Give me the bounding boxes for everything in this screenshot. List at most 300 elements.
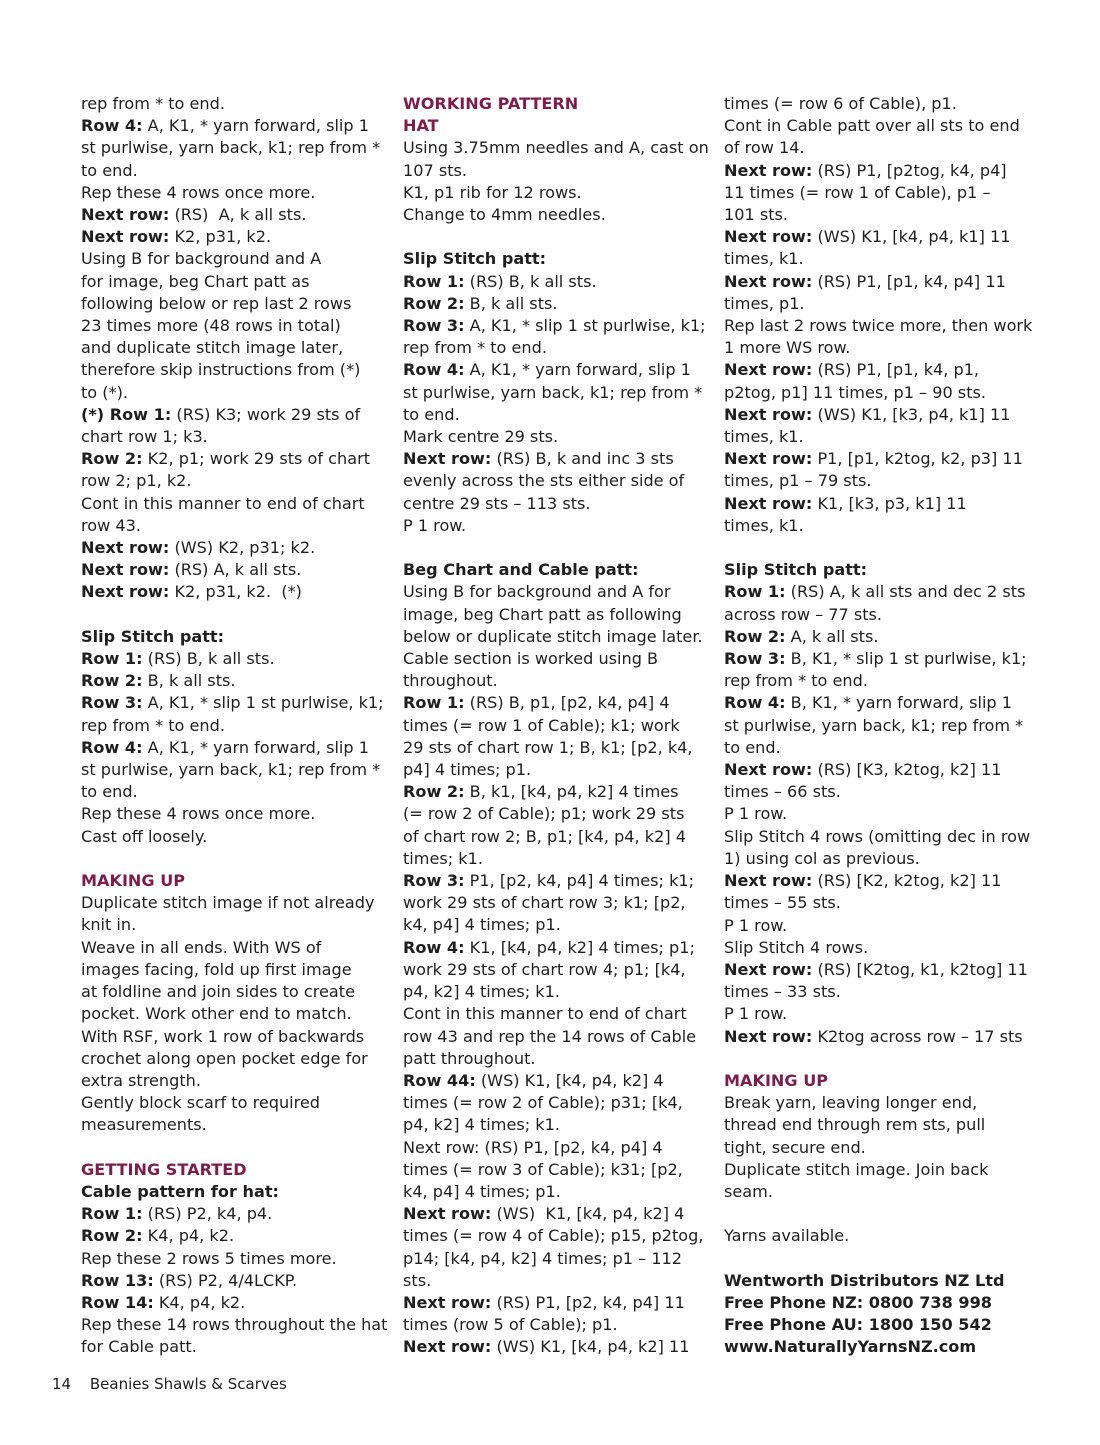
- text-line: [81, 692, 384, 714]
- text-line: [81, 448, 381, 470]
- text-line: [403, 870, 703, 892]
- blank-line: [724, 1203, 1028, 1225]
- instruction-text: k4, p4] 4 times; p1.: [403, 915, 561, 935]
- text-line: [724, 248, 1028, 270]
- instruction-text: times, p1 – 79 sts.: [724, 471, 872, 491]
- instruction-text: Mark centre 29 sts.: [403, 427, 559, 447]
- text-line: [81, 315, 381, 337]
- text-line: [724, 1137, 1028, 1159]
- text-line: [81, 1026, 381, 1048]
- text-line: [403, 1159, 703, 1181]
- text-line: [403, 848, 703, 870]
- text-line: [724, 382, 1028, 404]
- row-label: Row 44:: [403, 1070, 476, 1090]
- subheading: Slip Stitch patt:: [403, 249, 547, 269]
- text-line: [81, 826, 381, 848]
- instruction-text: to end.: [81, 782, 138, 802]
- instruction-text: times (= row 3 of Cable); k31; [p2,: [403, 1159, 683, 1179]
- text-line: [81, 1114, 381, 1136]
- instruction-text: p4, k2] 4 times; k1.: [403, 982, 560, 1002]
- section-heading: MAKING UP: [81, 871, 186, 891]
- instruction-text: images facing, fold up first image: [81, 959, 352, 979]
- instruction-text: Using 3.75mm needles and A, cast on: [403, 138, 709, 158]
- blank-line: [724, 537, 1028, 559]
- row-label: Row 14:: [81, 1292, 154, 1312]
- instruction-text: tight, secure end.: [724, 1137, 866, 1157]
- instruction-text: times, k1.: [724, 249, 804, 269]
- row-label: Next row:: [81, 560, 170, 580]
- instruction-text: Cable section is worked using B: [403, 649, 659, 669]
- subheading: Slip Stitch patt:: [81, 626, 225, 646]
- instruction-text: rep from * to end.: [724, 671, 868, 691]
- instruction-text: times (= row 2 of Cable); p31; [k4,: [403, 1093, 683, 1113]
- text-line: [403, 1336, 703, 1358]
- text-line: [403, 803, 703, 825]
- text-line: [724, 137, 1028, 159]
- instruction-text: (WS) K2, p31; k2.: [169, 538, 316, 558]
- text-line: [403, 359, 703, 381]
- instruction-text: thread end through rem sts, pull: [724, 1115, 986, 1135]
- instruction-text: (RS) B, k and inc 3 sts: [491, 449, 674, 469]
- instruction-text: work 29 sts of chart row 4; p1; [k4,: [403, 959, 686, 979]
- text-line: [724, 1159, 1028, 1181]
- instruction-text: (RS) [K3, k2tog, k2] 11: [812, 760, 1002, 780]
- text-line: [81, 115, 381, 137]
- instruction-text: Duplicate stitch image. Join back: [724, 1159, 989, 1179]
- text-line: [403, 1270, 703, 1292]
- instruction-text: for Cable patt.: [81, 1337, 197, 1357]
- instruction-text: times, k1.: [724, 515, 804, 535]
- instruction-text: (= row 2 of Cable); p1; work 29 sts: [403, 804, 685, 824]
- text-line: [403, 448, 703, 470]
- instruction-text: 11 times (= row 1 of Cable), p1 –: [724, 182, 991, 202]
- text-line: [81, 670, 381, 692]
- text-line: [403, 670, 703, 692]
- text-line: [724, 604, 1028, 626]
- text-line: [403, 1003, 703, 1025]
- instruction-text: times – 33 sts.: [724, 982, 841, 1002]
- instruction-text: st purlwise, yarn back, k1; rep from *: [724, 715, 1024, 735]
- instruction-text: p14; [k4, p4, k2] 4 times; p1 – 112: [403, 1248, 683, 1268]
- instruction-text: Using B for background and A for: [403, 582, 671, 602]
- instruction-text: A, K1, * slip 1 st purlwise, k1;: [142, 693, 384, 713]
- text-line: [81, 337, 381, 359]
- instruction-text: therefore skip instructions from (*): [81, 360, 361, 380]
- text-line: [724, 692, 1028, 714]
- text-line: [724, 1225, 1028, 1247]
- text-line: [724, 426, 1028, 448]
- instruction-text: Cont in Cable patt over all sts to end: [724, 116, 1020, 136]
- instruction-text: P1, [p2, k4, p4] 4 times; k1;: [464, 871, 695, 891]
- subheading: Beg Chart and Cable patt:: [403, 560, 639, 580]
- text-line: [81, 759, 381, 781]
- text-line: [403, 382, 703, 404]
- pattern-column-3: [724, 93, 1033, 1359]
- instruction-text: Gently block scarf to required: [81, 1093, 321, 1113]
- pattern-column-2: [403, 93, 709, 1359]
- text-line: [724, 981, 1028, 1003]
- row-label: Next row:: [81, 582, 170, 602]
- instruction-text: below or duplicate stitch image later.: [403, 626, 703, 646]
- text-line: [81, 1314, 388, 1336]
- text-line: [724, 1092, 1028, 1114]
- text-line: [724, 515, 1028, 537]
- row-label: Next row:: [81, 205, 170, 225]
- text-line: [724, 892, 1028, 914]
- section-heading: GETTING STARTED: [81, 1159, 247, 1179]
- instruction-text: p2tog, p1] 11 times, p1 – 90 sts.: [724, 382, 987, 402]
- row-label: Row 4:: [403, 937, 465, 957]
- instruction-text: chart row 1; k3.: [81, 427, 208, 447]
- row-label: Row 3:: [724, 649, 786, 669]
- text-line: [403, 1181, 703, 1203]
- text-line: [724, 293, 1028, 315]
- text-line: [81, 1225, 381, 1247]
- instruction-text: P 1 row.: [724, 1004, 788, 1024]
- text-line: [403, 1203, 703, 1225]
- text-line: [403, 1048, 703, 1070]
- instruction-text: (WS) K1, [k4, p4, k1] 11: [812, 227, 1011, 247]
- text-line: [724, 404, 1028, 426]
- instruction-text: for image, beg Chart patt as: [81, 271, 310, 291]
- text-line: [81, 1203, 381, 1225]
- row-label: Next row:: [724, 493, 813, 513]
- text-line: [724, 1026, 1028, 1048]
- instruction-text: 29 sts of chart row 1; B, k1; [p2, k4,: [403, 737, 693, 757]
- instruction-text: (RS) A, k all sts and dec 2 sts: [785, 582, 1026, 602]
- row-label: Next row:: [403, 449, 492, 469]
- text-line: [81, 914, 381, 936]
- instruction-text: A, K1, * yarn forward, slip 1: [464, 360, 691, 380]
- instruction-text: p4] 4 times; p1.: [403, 760, 532, 780]
- instruction-text: across row – 77 sts.: [724, 604, 883, 624]
- text-line: [81, 803, 381, 825]
- instruction-text: rep from * to end.: [81, 94, 225, 113]
- blank-line: [403, 537, 703, 559]
- section-heading: MAKING UP: [724, 1070, 829, 1090]
- text-line: [403, 137, 709, 159]
- text-line: [403, 914, 703, 936]
- row-label: Row 2:: [724, 626, 786, 646]
- instruction-text: K4, p4, k2.: [153, 1292, 246, 1312]
- instruction-text: Change to 4mm needles.: [403, 205, 606, 225]
- instruction-text: A, K1, * yarn forward, slip 1: [142, 116, 369, 136]
- row-label: Row 2:: [403, 293, 465, 313]
- text-line: [403, 1092, 703, 1114]
- subheading: www.NaturallyYarnsNZ.com: [724, 1337, 977, 1357]
- instruction-text: crochet along open pocket edge for: [81, 1048, 368, 1068]
- instruction-text: Next row: (RS) P1, [p2, k4, p4] 4: [403, 1137, 663, 1157]
- text-line: [724, 626, 1028, 648]
- instruction-text: (RS) B, k all sts.: [464, 271, 597, 291]
- instruction-text: Rep these 2 rows 5 times more.: [81, 1248, 337, 1268]
- page-number: 14: [52, 1375, 72, 1393]
- instruction-text: K2tog across row – 17 sts: [812, 1026, 1023, 1046]
- text-line: [403, 182, 703, 204]
- text-line: [724, 826, 1031, 848]
- row-label: Row 4:: [724, 693, 786, 713]
- text-line: [81, 1248, 381, 1270]
- text-line: [724, 581, 1028, 603]
- text-line: [81, 493, 381, 515]
- text-line: [403, 337, 703, 359]
- row-label: Row 3:: [403, 316, 465, 336]
- instruction-text: (RS) B, p1, [p2, k4, p4] 4: [464, 693, 670, 713]
- text-line: [403, 759, 703, 781]
- instruction-text: evenly across the sts either side of: [403, 471, 685, 491]
- blank-line: [724, 1048, 1028, 1070]
- text-line: [81, 559, 381, 581]
- text-line: [724, 115, 1028, 137]
- text-line: [724, 337, 1028, 359]
- instruction-text: B, k1, [k4, p4, k2] 4 times: [464, 782, 679, 802]
- row-label: Row 2:: [81, 449, 143, 469]
- instruction-text: rep from * to end.: [81, 715, 225, 735]
- row-label: Next row:: [81, 227, 170, 247]
- instruction-text: K1, [k4, p4, k2] 4 times; p1;: [464, 937, 695, 957]
- text-line: [724, 715, 1028, 737]
- text-line: [81, 293, 381, 315]
- subheading: Free Phone AU: 1800 150 542: [724, 1315, 992, 1335]
- subheading: Free Phone NZ: 0800 738 998: [724, 1292, 992, 1312]
- instruction-text: st purlwise, yarn back, k1; rep from *: [81, 138, 381, 158]
- instruction-text: of row 14.: [724, 138, 805, 158]
- row-label: Row 13:: [81, 1270, 154, 1290]
- text-line: [403, 1314, 703, 1336]
- text-line: [403, 1137, 703, 1159]
- row-label: Next row:: [403, 1292, 492, 1312]
- subheading: Wentworth Distributors NZ Ltd: [724, 1270, 1005, 1290]
- row-label: Row 4:: [403, 360, 465, 380]
- text-line: [724, 470, 1028, 492]
- instruction-text: k4, p4] 4 times; p1.: [403, 1181, 561, 1201]
- text-line: [403, 715, 703, 737]
- row-label: Next row:: [724, 959, 813, 979]
- blank-line: [81, 1137, 381, 1159]
- row-label: Next row:: [403, 1337, 492, 1357]
- instruction-text: 101 sts.: [724, 205, 789, 225]
- row-label: Next row:: [403, 1204, 492, 1224]
- text-line: [81, 137, 381, 159]
- instruction-text: p4, k2] 4 times; k1.: [403, 1115, 560, 1135]
- text-line: [81, 248, 381, 270]
- instruction-text: to end.: [403, 404, 460, 424]
- text-line: [724, 160, 1028, 182]
- instruction-text: st purlwise, yarn back, k1; rep from *: [81, 760, 381, 780]
- text-line: [403, 271, 703, 293]
- row-label: Next row:: [724, 360, 813, 380]
- text-line: [403, 293, 703, 315]
- instruction-text: Yarns available.: [724, 1226, 850, 1246]
- text-line: [403, 981, 703, 1003]
- instruction-text: to (*).: [81, 382, 128, 402]
- instruction-text: K2, p31, k2.: [169, 227, 272, 247]
- text-line: [81, 226, 381, 248]
- blank-line: [403, 226, 703, 248]
- instruction-text: Rep these 14 rows throughout the hat: [81, 1315, 388, 1335]
- row-label: Row 4:: [81, 737, 143, 757]
- instruction-text: seam.: [724, 1181, 773, 1201]
- instruction-text: P 1 row.: [724, 804, 788, 824]
- row-label: Row 1:: [81, 649, 143, 669]
- instruction-text: Rep these 4 rows once more.: [81, 182, 316, 202]
- instruction-text: rep from * to end.: [403, 338, 547, 358]
- row-label: Row 1:: [81, 1204, 143, 1224]
- text-line: [724, 937, 1028, 959]
- text-line: [724, 737, 1028, 759]
- text-line: [403, 581, 703, 603]
- row-label: Row 3:: [403, 871, 465, 891]
- instruction-text: at foldline and join sides to create: [81, 982, 355, 1002]
- instruction-text: patt throughout.: [403, 1048, 536, 1068]
- row-label: Row 2:: [81, 671, 143, 691]
- instruction-text: knit in.: [81, 915, 137, 935]
- text-line: [403, 604, 703, 626]
- text-line: [724, 803, 1028, 825]
- row-label: Row 4:: [81, 116, 143, 136]
- row-label: Next row:: [724, 871, 813, 891]
- instruction-text: P 1 row.: [724, 915, 788, 935]
- text-line: [403, 959, 703, 981]
- instruction-text: st purlwise, yarn back, k1; rep from *: [403, 382, 703, 402]
- instruction-text: K2, p1; work 29 sts of chart: [142, 449, 371, 469]
- text-line: [403, 470, 703, 492]
- instruction-text: (RS) P1, [p1, k4, p4] 11: [812, 271, 1006, 291]
- instruction-text: to end.: [81, 160, 138, 180]
- instruction-text: Cast off loosely.: [81, 826, 208, 846]
- text-line: [81, 1270, 381, 1292]
- instruction-text: B, K1, * yarn forward, slip 1: [785, 693, 1013, 713]
- instruction-text: times, p1.: [724, 293, 805, 313]
- text-line: [403, 426, 703, 448]
- row-label: Row 2:: [403, 782, 465, 802]
- instruction-text: P 1 row.: [403, 515, 467, 535]
- instruction-text: B, k all sts.: [464, 293, 558, 313]
- row-label: Next row:: [724, 760, 813, 780]
- instruction-text: (WS) K1, [k4, p4, k2] 11: [491, 1337, 690, 1357]
- text-line: [81, 1003, 381, 1025]
- instruction-text: Break yarn, leaving longer end,: [724, 1093, 978, 1113]
- instruction-text: work 29 sts of chart row 3; k1; [p2,: [403, 893, 686, 913]
- instruction-text: K1, p1 rib for 12 rows.: [403, 182, 582, 202]
- instruction-text: 107 sts.: [403, 160, 468, 180]
- text-line: [724, 448, 1028, 470]
- text-line: [81, 359, 381, 381]
- text-line: [81, 271, 381, 293]
- instruction-text: Slip Stitch 4 rows.: [724, 937, 869, 957]
- instruction-text: (WS) K1, [k3, p4, k1] 11: [812, 404, 1011, 424]
- instruction-text: row 2; p1, k2.: [81, 471, 192, 491]
- text-line: [403, 515, 703, 537]
- instruction-text: row 43 and rep the 14 rows of Cable: [403, 1026, 697, 1046]
- instruction-text: to end.: [724, 737, 781, 757]
- text-line: [81, 581, 381, 603]
- text-line: [724, 315, 1033, 337]
- row-label: Row 3:: [81, 693, 143, 713]
- text-line: [81, 981, 381, 1003]
- text-line: [724, 93, 1028, 115]
- instruction-text: times (= row 1 of Cable); k1; work: [403, 715, 680, 735]
- text-line: [724, 271, 1028, 293]
- text-line: [724, 848, 1028, 870]
- text-line: [724, 759, 1028, 781]
- instruction-text: extra strength.: [81, 1070, 201, 1090]
- text-line: [403, 648, 703, 670]
- text-line: [724, 648, 1028, 670]
- text-line: [81, 204, 381, 226]
- text-line: [403, 937, 703, 959]
- text-line: [403, 1225, 703, 1247]
- instruction-text: times, k1.: [724, 427, 804, 447]
- text-line: [724, 493, 1028, 515]
- text-line: [403, 892, 703, 914]
- instruction-text: K2, p31, k2. (*): [169, 582, 302, 602]
- text-line: [81, 426, 381, 448]
- text-line: [81, 1048, 381, 1070]
- instruction-text: B, k all sts.: [142, 671, 236, 691]
- text-line: [81, 1336, 381, 1358]
- instruction-text: Slip Stitch 4 rows (omitting dec in row: [724, 826, 1031, 846]
- instruction-text: times (= row 4 of Cable); p15, p2tog,: [403, 1226, 704, 1246]
- instruction-text: (RS) P2, k4, p4.: [142, 1204, 273, 1224]
- blank-line: [81, 604, 381, 626]
- text-line: [724, 226, 1028, 248]
- instruction-text: sts.: [403, 1270, 432, 1290]
- instruction-text: K4, p4, k2.: [142, 1226, 235, 1246]
- text-line: [403, 781, 703, 803]
- instruction-text: pocket. Work other end to match.: [81, 1004, 352, 1024]
- instruction-text: B, K1, * slip 1 st purlwise, k1;: [785, 649, 1027, 669]
- row-label: Row 1:: [403, 271, 465, 291]
- text-line: [403, 1248, 703, 1270]
- text-line: [403, 1070, 703, 1092]
- text-line: [81, 515, 381, 537]
- instruction-text: (RS) B, k all sts.: [142, 649, 275, 669]
- instruction-text: (RS) [K2tog, k1, k2tog] 11: [812, 959, 1028, 979]
- text-line: [81, 937, 381, 959]
- subheading: Cable pattern for hat:: [81, 1181, 279, 1201]
- text-line: [81, 1092, 381, 1114]
- text-line: [403, 315, 706, 337]
- instruction-text: A, K1, * slip 1 st purlwise, k1;: [464, 316, 706, 336]
- text-line: [403, 692, 703, 714]
- row-label: Row 2:: [81, 1226, 143, 1246]
- instruction-text: P1, [p1, k2tog, k2, p3] 11: [812, 449, 1023, 469]
- subheading: Slip Stitch patt:: [724, 560, 868, 580]
- row-label: Next row:: [724, 1026, 813, 1046]
- instruction-text: With RSF, work 1 row of backwards: [81, 1026, 365, 1046]
- instruction-text: (WS) K1, [k4, p4, k2] 4: [475, 1070, 664, 1090]
- text-line: [403, 1114, 703, 1136]
- text-line: [81, 892, 381, 914]
- publication-title: Beanies Shawls & Scarves: [89, 1375, 287, 1393]
- page-footer: [52, 1375, 287, 1393]
- instruction-text: throughout.: [403, 671, 498, 691]
- instruction-text: (RS) A, k all sts.: [169, 560, 302, 580]
- text-line: [81, 781, 381, 803]
- instruction-text: 1 more WS row.: [724, 338, 851, 358]
- text-line: [403, 493, 703, 515]
- text-line: [81, 182, 381, 204]
- row-label: Row 1:: [724, 582, 786, 602]
- text-line: [724, 1181, 1028, 1203]
- instruction-text: (RS) P1, [p1, k4, p1,: [812, 360, 980, 380]
- instruction-text: image, beg Chart patt as following: [403, 604, 682, 624]
- instruction-text: (RS) A, k all sts.: [169, 205, 307, 225]
- instruction-text: times (row 5 of Cable); p1.: [403, 1315, 618, 1335]
- instruction-text: Rep these 4 rows once more.: [81, 804, 316, 824]
- blank-line: [724, 1248, 1028, 1270]
